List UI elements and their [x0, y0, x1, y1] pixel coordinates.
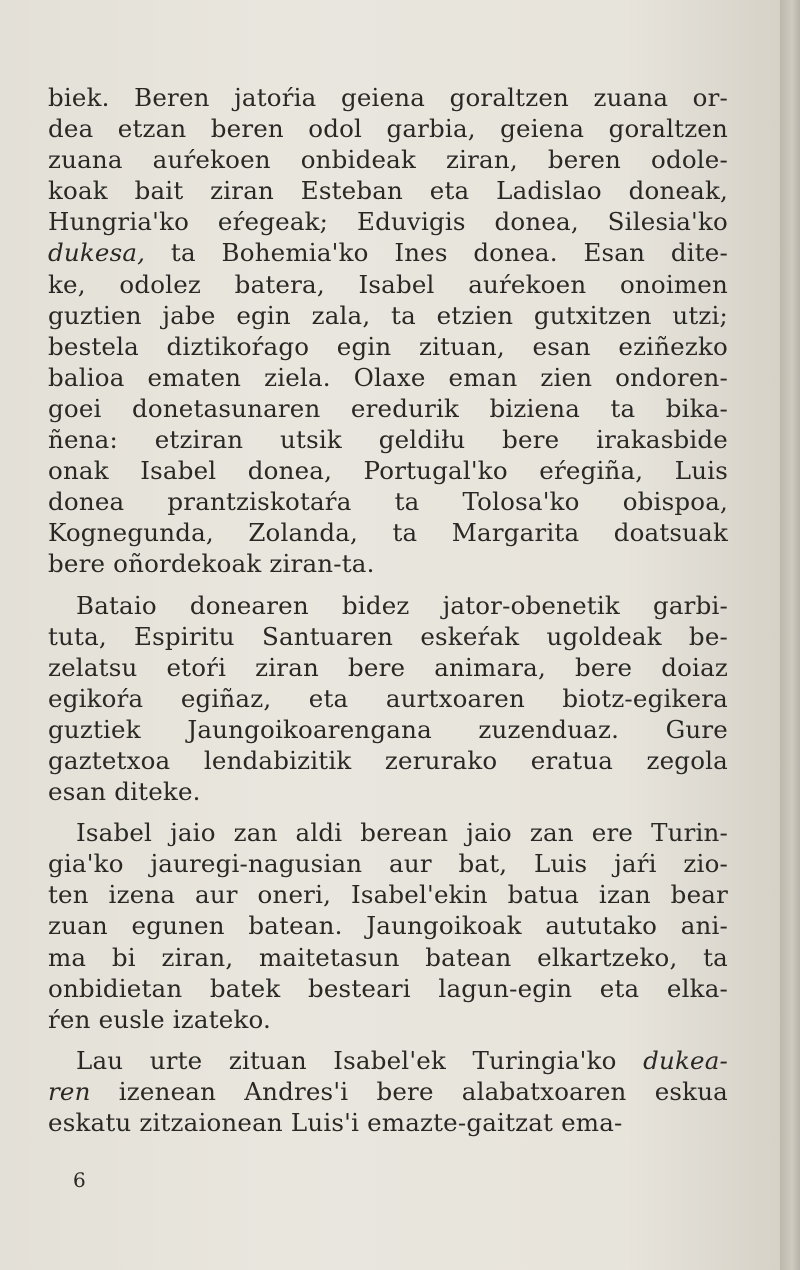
- text-line: biek. Beren jatoŕia geiena goraltzen zuana or-: [48, 83, 728, 112]
- text-line: gia'ko jauregi-nagusian aur bat, Luis jaŕi zio-: [48, 849, 728, 879]
- text-line: guztiek Jaungoikoarengana zuzenduaz. Gure: [48, 714, 728, 744]
- text-line: bestela diztikoŕago egin zituan, esan eziñezko: [48, 331, 728, 361]
- text-line: Hungria'ko eŕegeak; Eduvigis donea, Silesia'ko: [48, 207, 728, 237]
- text-line: dukesa, ta Bohemia'ko Ines donea. Esan dite-: [48, 238, 728, 268]
- paragraph-4: [48, 1045, 728, 1138]
- text-line: koak bait ziran Esteban eta Ladislao doneak,: [48, 176, 728, 206]
- text-line: Kognegunda, Zolanda, ta Margarita doatsuak: [48, 518, 728, 548]
- text-line: balioa ematen ziela. Olaxe eman zien ondoren-: [48, 362, 728, 392]
- text-line: zelatsu etoŕi ziran bere animara, bere doiaz: [48, 652, 728, 682]
- text-line: tuta, Espiritu Santuaren eskeŕak ugoldeak be-: [48, 621, 728, 651]
- paragraph-1: [48, 82, 728, 580]
- text-line: onak Isabel donea, Portugal'ko eŕegiña, Luis: [48, 456, 728, 486]
- text-line: Isabel jaio zan aldi berean jaio zan ere Turin-: [76, 818, 728, 848]
- text-line: Bataio donearen bidez jator-obenetik garbi-: [76, 590, 728, 620]
- text-line: bere oñordekoak ziran-ta.: [48, 549, 375, 579]
- text-line: gaztetxoa lendabizitik zerurako eratua zegola: [48, 745, 728, 775]
- text-line: onbidietan batek besteari lagun-egin eta elka-: [48, 973, 728, 1003]
- text-line: ŕen eusle izateko.: [48, 1004, 271, 1034]
- text-line: ren izenean Andres'i bere alabatxoaren eskua: [48, 1076, 728, 1106]
- page-number: 6: [73, 1168, 86, 1192]
- text-line: zuan egunen batean. Jaungoikoak aututako ani-: [48, 911, 728, 941]
- text-line: dea etzan beren odol garbia, geiena goraltzen: [48, 114, 728, 144]
- text-line: Lau urte zituan Isabel'ek Turingia'ko dukea-: [76, 1045, 728, 1075]
- text-line: ñena: etziran utsik geldiłu bere irakasbide: [48, 425, 728, 455]
- text-line: goei donetasunaren eredurik biziena ta bika-: [48, 393, 728, 423]
- text-line: eskatu zitzaionean Luis'i emazte-gaitzat ema-: [48, 1108, 623, 1137]
- body-text: [48, 82, 728, 1138]
- text-line: ten izena aur oneri, Isabel'ekin batua izan bear: [48, 880, 728, 910]
- text-line: egikoŕa egiñaz, eta aurtxoaren biotz-egikera: [48, 683, 728, 713]
- text-line: esan diteke.: [48, 777, 201, 807]
- text-line: ma bi ziran, maitetasun batean elkartzeko, ta: [48, 942, 728, 972]
- text-line: donea prantziskotaŕa ta Tolosa'ko obispoa,: [48, 487, 728, 517]
- text-line: ke, odolez batera, Isabel auŕekoen onoimen: [48, 269, 728, 299]
- page-edge: [780, 0, 800, 1270]
- paragraph-2: [48, 590, 728, 808]
- text-line: guztien jabe egin zala, ta etzien gutxitzen utzi;: [48, 300, 728, 330]
- text-line: zuana auŕekoen onbideak ziran, beren odole-: [48, 145, 728, 175]
- paragraph-3: [48, 817, 728, 1035]
